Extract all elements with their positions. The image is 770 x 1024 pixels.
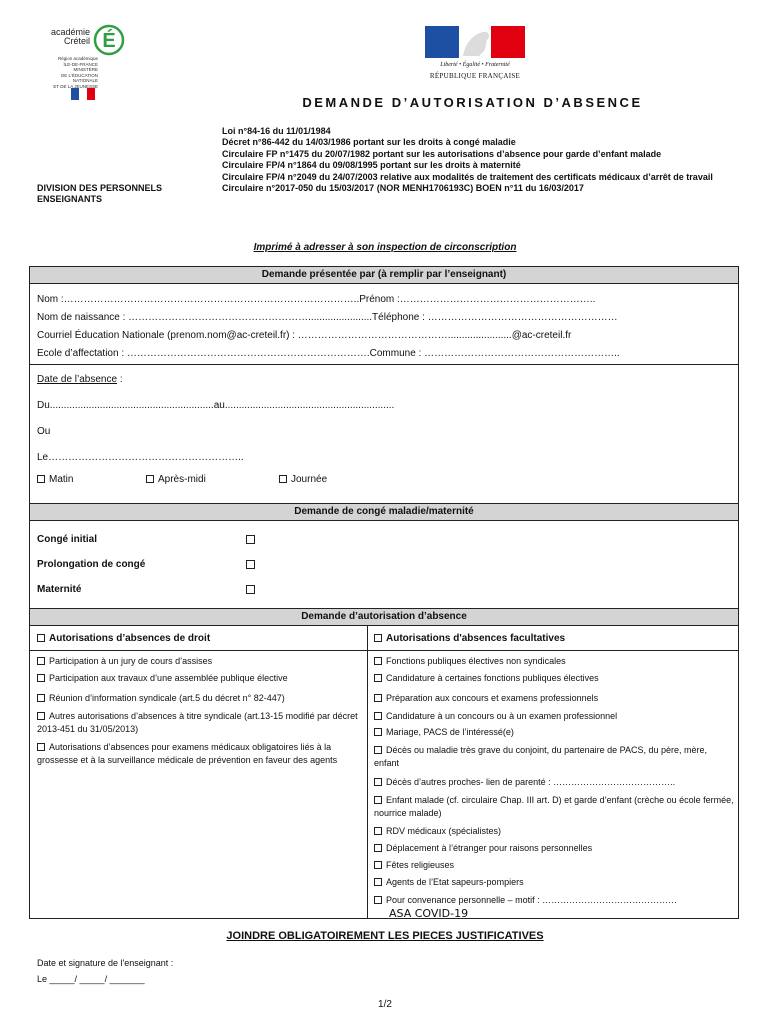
checkbox-icon[interactable] bbox=[37, 634, 45, 642]
section-header-conge: Demande de congé maladie/maternité bbox=[29, 503, 739, 521]
item-label: Agents de l’Etat sapeurs-pompiers bbox=[386, 877, 524, 887]
academie-creteil-logo bbox=[38, 20, 128, 102]
law-ref: Circulaire FP/4 n°1864 du 09/08/1995 portant sur les droits à maternité bbox=[222, 160, 521, 171]
checkbox-icon[interactable] bbox=[374, 878, 382, 886]
conge-initial-checkbox[interactable] bbox=[246, 535, 255, 544]
right-column-title[interactable] bbox=[374, 632, 734, 645]
field-du-au[interactable]: Du...........................................................au............................................................. bbox=[37, 400, 395, 411]
academie-subtitle bbox=[38, 56, 98, 89]
page-title: DEMANDE D’AUTORISATION D’ABSENCE bbox=[302, 95, 643, 110]
right-item[interactable] bbox=[374, 859, 734, 872]
right-item[interactable] bbox=[374, 655, 734, 668]
law-ref: Circulaire FP/4 n°2049 du 24/07/2003 relative aux modalités de traitement des certificats médicaux d’arrêt de travail bbox=[222, 171, 713, 182]
item-label: Participation à un jury de cours d’assises bbox=[49, 656, 213, 666]
left-item[interactable] bbox=[37, 741, 362, 767]
checkbox-icon[interactable] bbox=[374, 657, 382, 665]
item-label: Participation aux travaux d’une assemblée publique élective bbox=[49, 673, 288, 683]
law-ref: Décret n°86-442 du 14/03/1986 portant sur les droits à congé maladie bbox=[222, 137, 516, 148]
maternite-checkbox[interactable] bbox=[246, 585, 255, 594]
item-label: Candidature à certaines fonctions publiques électives bbox=[386, 673, 599, 683]
academie-sub-3: MINISTÈRE bbox=[73, 67, 98, 72]
right-item[interactable] bbox=[374, 894, 734, 907]
field-ecole-commune[interactable]: Ecole d’affectation : ……………………………………………………………….Commune : ………………………………………………….. bbox=[37, 348, 620, 359]
item-label: Décès ou maladie très grave du conjoint, du partenaire de PACS, du père, mère, enfant bbox=[374, 745, 708, 768]
item-label: Autorisations d’absences pour examens médicaux obligatoires liés à la grossesse et à la surveillance médicale de prévention en faveur des agents bbox=[37, 742, 338, 765]
item-label: Pour convenance personnelle – motif : ……………………………………… bbox=[386, 895, 678, 905]
option-journee[interactable] bbox=[279, 473, 327, 486]
checkbox-icon[interactable] bbox=[374, 728, 382, 736]
field-naissance-telephone[interactable]: Nom de naissance : ……………………………………………….......................Téléphone : ………………………………………………… bbox=[37, 312, 618, 323]
right-item[interactable] bbox=[374, 692, 734, 705]
right-title-text: Autorisations d'absences facultatives bbox=[386, 633, 566, 644]
date-absence-label bbox=[37, 373, 123, 386]
item-label: Mariage, PACS de l’intéressé(e) bbox=[386, 727, 514, 737]
law-ref: Circulaire n°2017-050 du 15/03/2017 (NOR MENH1706193C) BOEN n°11 du 16/03/2017 bbox=[222, 183, 584, 194]
signature-block bbox=[37, 955, 173, 987]
item-label: Enfant malade (cf. circulaire Chap. III art. D) et garde d’enfant (crèche ou école fermée, nourrice malade) bbox=[374, 795, 734, 818]
item-label: Réunion d’information syndicale (art.5 du décret n° 82-447) bbox=[49, 693, 285, 703]
left-item[interactable] bbox=[37, 655, 362, 668]
maternite-label: Maternité bbox=[37, 584, 82, 595]
checkbox-icon[interactable] bbox=[37, 475, 45, 483]
checkbox-icon[interactable] bbox=[37, 743, 45, 751]
prolongation-label: Prolongation de congé bbox=[37, 559, 146, 570]
checkbox-icon[interactable] bbox=[374, 778, 382, 786]
legal-references bbox=[222, 126, 722, 194]
checkbox-icon[interactable] bbox=[374, 844, 382, 852]
option-matin[interactable] bbox=[37, 473, 73, 486]
item-label: Déplacement à l’étranger pour raisons personnelles bbox=[386, 843, 593, 853]
svg-text:É: É bbox=[102, 30, 116, 52]
right-item[interactable] bbox=[374, 825, 734, 838]
section-header-autorisation: Demande d’autorisation d’absence bbox=[29, 608, 739, 626]
item-label: Fonctions publiques électives non syndicales bbox=[386, 656, 566, 666]
divider bbox=[29, 650, 739, 651]
republique-francaise-logo bbox=[420, 26, 530, 86]
academie-e-icon bbox=[92, 22, 126, 56]
right-item[interactable] bbox=[374, 794, 734, 820]
page-number: 1/2 bbox=[378, 999, 392, 1010]
date-absence-text: Date de l’absence bbox=[37, 374, 118, 385]
right-item[interactable] bbox=[374, 876, 734, 889]
left-title-text: Autorisations d’absences de droit bbox=[49, 633, 211, 644]
field-courriel[interactable]: Courriel Éducation Nationale (prenom.nom@ac-creteil.fr) : ……………………………………….......................@ac-creteil.fr bbox=[37, 330, 572, 341]
checkbox-icon[interactable] bbox=[37, 694, 45, 702]
right-item[interactable] bbox=[374, 710, 734, 723]
division-label: DIVISION DES PERSONNELS ENSEIGNANTS bbox=[37, 183, 163, 204]
academie-sub-4: DE L'ÉDUCATION NATIONALE bbox=[60, 72, 98, 83]
checkbox-icon[interactable] bbox=[374, 796, 382, 804]
academie-sub-2: ÎLE-DE-FRANCE bbox=[63, 61, 98, 67]
right-item[interactable] bbox=[374, 726, 734, 739]
checkbox-icon[interactable] bbox=[374, 827, 382, 835]
date-absence-colon: : bbox=[117, 374, 123, 385]
academie-line-1: académie bbox=[50, 27, 90, 37]
item-label: Décès d’autres proches- lien de parenté : ………………………………….. bbox=[386, 777, 676, 787]
justificatives-notice: JOINDRE OBLIGATOIREMENT LES PIECES JUSTIFICATIVES bbox=[226, 930, 544, 942]
option-label: Après-midi bbox=[158, 474, 206, 485]
option-label: Matin bbox=[49, 474, 74, 485]
checkbox-icon[interactable] bbox=[37, 674, 45, 682]
checkbox-icon[interactable] bbox=[146, 475, 154, 483]
prolongation-checkbox[interactable] bbox=[246, 560, 255, 569]
left-item[interactable] bbox=[37, 692, 362, 705]
checkbox-icon[interactable] bbox=[374, 694, 382, 702]
item-label: RDV médicaux (spécialistes) bbox=[386, 826, 502, 836]
checkbox-icon[interactable] bbox=[279, 475, 287, 483]
law-ref: Circulaire FP n°1475 du 20/07/1982 portant sur les autorisations d’absence pour garde d’enfant malade bbox=[222, 148, 662, 159]
right-item[interactable] bbox=[374, 672, 734, 685]
rf-name: RÉPUBLIQUE FRANÇAISE bbox=[429, 72, 521, 80]
option-apres-midi[interactable] bbox=[146, 473, 206, 486]
ou-label: Ou bbox=[37, 426, 51, 437]
conge-initial-label: Congé initial bbox=[37, 534, 97, 545]
signature-label: Date et signature de l'enseignant : bbox=[37, 958, 174, 968]
column-divider bbox=[367, 626, 368, 919]
academie-logo-text bbox=[38, 28, 90, 46]
instruction-note: Imprimé à adresser à son inspection de circonscription bbox=[253, 242, 517, 253]
academie-sub-1: Région académique bbox=[57, 56, 98, 61]
left-column-title[interactable] bbox=[37, 632, 362, 645]
marianne-flag-icon bbox=[425, 26, 525, 58]
item-label: Autres autorisations d’absences à titre syndicale (art.13-15 modifié par décret 2013-451 du 31/05/2013) bbox=[37, 711, 358, 734]
law-ref: Loi n°84-16 du 11/01/1984 bbox=[222, 126, 331, 136]
left-item[interactable] bbox=[37, 710, 362, 736]
item-label: Candidature à un concours ou à un examen professionnel bbox=[386, 711, 618, 721]
signature-date-field[interactable]: Le _____/ _____/ _______ bbox=[37, 974, 145, 984]
left-item[interactable] bbox=[37, 672, 362, 685]
section-header-requester: Demande présentée par (à remplir par l’enseignant) bbox=[29, 266, 739, 284]
checkbox-icon[interactable] bbox=[374, 674, 382, 682]
item-label: Fêtes religieuses bbox=[386, 860, 455, 870]
academie-line-2: Créteil bbox=[63, 36, 90, 46]
checkbox-icon[interactable] bbox=[374, 861, 382, 869]
item-label: Préparation aux concours et examens professionnels bbox=[386, 693, 599, 703]
checkbox-icon[interactable] bbox=[374, 896, 382, 904]
divider bbox=[29, 364, 739, 365]
right-item[interactable] bbox=[374, 842, 734, 855]
right-item[interactable] bbox=[374, 744, 734, 770]
field-nom-prenom[interactable]: Nom :……………………………………………………………………………..Prénom :………………………………………………….. bbox=[37, 294, 596, 305]
academie-sub-5: ET DE LA JEUNESSE bbox=[53, 83, 98, 89]
right-item[interactable] bbox=[374, 776, 734, 789]
checkbox-icon[interactable] bbox=[374, 746, 382, 754]
checkbox-icon[interactable] bbox=[37, 712, 45, 720]
option-label: Journée bbox=[291, 474, 328, 485]
checkbox-icon[interactable] bbox=[374, 712, 382, 720]
checkbox-icon[interactable] bbox=[37, 657, 45, 665]
rf-motto: Liberté • Égalité • Fraternité bbox=[440, 62, 510, 68]
checkbox-icon[interactable] bbox=[374, 634, 382, 642]
field-le[interactable]: Le………………………………………………….. bbox=[37, 452, 244, 463]
handwritten-motif: ASA COVID-19 bbox=[389, 907, 469, 920]
